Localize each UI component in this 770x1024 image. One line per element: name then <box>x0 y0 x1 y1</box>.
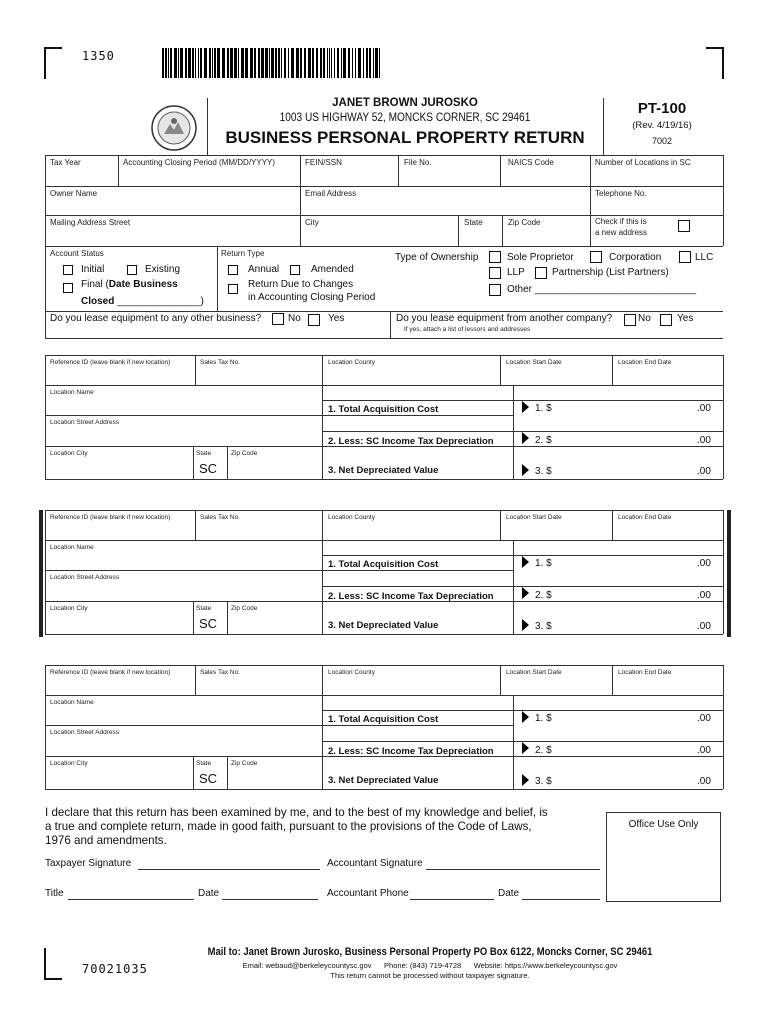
ref-id-field[interactable]: Reference ID (leave blank if new location) <box>50 359 171 366</box>
lease-to-yes-checkbox[interactable] <box>308 314 320 326</box>
barcode-bar <box>375 48 378 78</box>
barcode-bar <box>363 48 364 78</box>
barcode-bar <box>379 48 380 78</box>
barcode-bar <box>366 48 368 78</box>
tax-year-field[interactable]: Tax Year <box>50 158 81 167</box>
location-state-label: State <box>196 450 212 457</box>
changes-label-1: Return Due to Changes <box>248 279 354 290</box>
accountant-signature-line[interactable] <box>426 869 600 870</box>
llc-checkbox[interactable] <box>679 251 691 263</box>
line3-cents: .00 <box>697 466 711 477</box>
barcode <box>162 48 382 78</box>
llp-label: LLP <box>507 267 525 278</box>
line1-cents: .00 <box>697 403 711 414</box>
barcode-bar <box>195 48 196 78</box>
lease-to-no-label: No <box>288 313 301 324</box>
location-city-field[interactable]: Location City <box>50 760 88 767</box>
line3-cents: .00 <box>697 621 711 632</box>
barcode-bar <box>323 48 325 78</box>
barcode-bar <box>241 48 244 78</box>
barcode-bar <box>178 48 179 78</box>
county-official: JANET BROWN JUROSKO <box>332 97 478 109</box>
new-address-label-2: a new address <box>595 228 648 237</box>
footer-email: Email: webaud@berkeleycountysc.gov <box>242 961 372 970</box>
location-start-field[interactable]: Location Start Date <box>506 359 562 366</box>
fein-field[interactable]: FEIN/SSN <box>305 158 342 167</box>
new-address-checkbox[interactable] <box>678 220 690 232</box>
barcode-bar <box>222 48 225 78</box>
corporation-label: Corporation <box>609 252 662 263</box>
amended-label: Amended <box>311 264 354 275</box>
barcode-bar <box>185 48 187 78</box>
final-label: Final (Date Business <box>81 279 178 290</box>
arrow-icon <box>522 774 529 786</box>
annual-label: Annual <box>248 264 280 275</box>
title-line[interactable] <box>68 899 194 900</box>
location-end-field[interactable]: Location End Date <box>618 669 672 676</box>
lease-to-question: Do you lease equipment to any other business? <box>50 313 262 324</box>
existing-checkbox[interactable] <box>127 265 137 275</box>
barcode-bar <box>316 48 318 78</box>
barcode-bar <box>355 48 356 78</box>
barcode-bar <box>312 48 314 78</box>
form-title: BUSINESS PERSONAL PROPERTY RETURN <box>225 128 585 147</box>
barcode-bar <box>212 48 213 78</box>
location-name-field[interactable]: Location Name <box>50 699 94 706</box>
arrow-icon <box>522 401 529 413</box>
barcode-bar <box>304 48 306 78</box>
line1-amount-input[interactable]: 1. $ <box>535 558 552 569</box>
footer-note: This return cannot be processed without taxpayer signature. <box>330 971 530 980</box>
location-zip-field[interactable]: Zip Code <box>231 760 258 767</box>
barcode-bar <box>373 48 374 78</box>
accounting-closing-field[interactable]: Accounting Closing Period (MM/DD/YYYY) <box>123 158 276 167</box>
barcode-bar <box>204 48 207 78</box>
location-end-field[interactable]: Location End Date <box>618 514 672 521</box>
account-status-label: Account Status <box>50 249 104 258</box>
taxpayer-signature-line[interactable] <box>138 869 320 870</box>
county-seal <box>150 104 198 152</box>
footer-contact <box>190 961 670 970</box>
barcode-bar <box>369 48 371 78</box>
line3-label: 3. Net Depreciated Value <box>328 775 439 786</box>
form-code: 7002 <box>651 136 673 146</box>
barcode-bar <box>234 48 237 78</box>
barcode-bar <box>348 48 350 78</box>
line2-amount-input[interactable]: 2. $ <box>535 745 552 756</box>
corner-mark-top-left <box>44 47 62 79</box>
date-line[interactable] <box>222 899 318 900</box>
annual-checkbox[interactable] <box>228 265 238 275</box>
zip-field[interactable]: Zip Code <box>508 218 541 227</box>
location-name-field[interactable]: Location Name <box>50 544 94 551</box>
corner-code: 1350 <box>82 49 115 63</box>
accountant-signature-label: Accountant Signature <box>327 858 423 869</box>
other-label: Other _____________________________ <box>507 284 697 295</box>
line3-label: 3. Net Depreciated Value <box>328 620 439 631</box>
barcode-bar <box>337 48 339 78</box>
lease-from-note: If yes, attach a list of lessors and addresses <box>404 326 531 333</box>
barcode-bar <box>343 48 346 78</box>
location-zip-field[interactable]: Zip Code <box>231 605 258 612</box>
office-use-label: Office Use Only <box>628 819 699 830</box>
barcode-bar <box>238 48 239 78</box>
line3-amount-input[interactable]: 3. $ <box>535 776 552 787</box>
barcode-bar <box>250 48 253 78</box>
barcode-bar <box>227 48 229 78</box>
barcode-bar <box>200 48 202 78</box>
accountant-phone-label: Accountant Phone <box>327 888 409 899</box>
side-bar-left <box>39 510 43 637</box>
footer-website: Website: https://www.berkeleycountysc.gov <box>473 961 618 970</box>
line2-amount-input[interactable]: 2. $ <box>535 590 552 601</box>
naics-field[interactable]: NAICS Code <box>508 158 554 167</box>
barcode-bar <box>331 48 332 78</box>
barcode-bar <box>352 48 353 78</box>
side-bar-right <box>727 510 731 637</box>
barcode-bar <box>269 48 270 78</box>
barcode-bar <box>275 48 277 78</box>
line3-amount-input[interactable]: 3. $ <box>535 621 552 632</box>
barcode-bar <box>168 48 169 78</box>
line3-cents: .00 <box>697 776 711 787</box>
footer-code: 70021035 <box>82 962 148 976</box>
location-county-field[interactable]: Location County <box>328 359 375 366</box>
sales-tax-field[interactable]: Sales Tax No. <box>200 359 240 366</box>
date-label: Date <box>198 888 220 899</box>
barcode-bar <box>230 48 233 78</box>
barcode-bar <box>265 48 268 78</box>
arrow-icon <box>522 432 529 444</box>
closed-label: Closed _______________) <box>81 296 204 307</box>
line3-amount-input[interactable]: 3. $ <box>535 466 552 477</box>
partnership-label: Partnership (List Partners) <box>552 267 669 278</box>
line1-cents: .00 <box>697 713 711 724</box>
date2-label: Date <box>498 888 520 899</box>
location-street-field[interactable]: Location Street Address <box>50 419 120 426</box>
owner-name-field[interactable]: Owner Name <box>50 189 98 198</box>
final-checkbox[interactable] <box>63 283 73 293</box>
barcode-bar <box>288 48 289 78</box>
barcode-bar <box>320 48 322 78</box>
arrow-icon <box>522 464 529 476</box>
changes-label-2: in Accounting Closing Period <box>248 292 376 303</box>
location-state-label: State <box>196 605 212 612</box>
new-address-label-1: Check if this is <box>595 217 647 226</box>
barcode-bar <box>180 48 183 78</box>
county-address: 1003 US HIGHWAY 52, MONCKS CORNER, SC 29461 <box>279 112 531 124</box>
barcode-bar <box>284 48 286 78</box>
barcode-bar <box>192 48 194 78</box>
corporation-checkbox[interactable] <box>590 251 602 263</box>
barcode-bar <box>341 48 342 78</box>
arrow-icon <box>522 711 529 723</box>
line2-cents: .00 <box>697 435 711 446</box>
line2-cents: .00 <box>697 590 711 601</box>
location-street-field[interactable]: Location Street Address <box>50 729 120 736</box>
line2-label: 2. Less: SC Income Tax Depreciation <box>328 591 494 602</box>
barcode-bar <box>188 48 191 78</box>
declaration-line-1: I declare that this return has been examined by me, and to the best of my knowledge and belief, is <box>45 806 548 819</box>
barcode-bar <box>329 48 330 78</box>
lease-from-yes-label: Yes <box>677 313 694 324</box>
line1-label: 1. Total Acquisition Cost <box>328 559 439 570</box>
corner-mark-top-right <box>706 47 724 79</box>
initial-checkbox[interactable] <box>63 265 73 275</box>
declaration-line-3: 1976 and amendments. <box>45 834 167 847</box>
taxpayer-signature-label: Taxpayer Signature <box>45 858 132 869</box>
date2-line[interactable] <box>522 899 600 900</box>
lease-from-no-label: No <box>638 313 651 324</box>
barcode-bar <box>358 48 361 78</box>
barcode-bar <box>308 48 311 78</box>
location-state-value: SC <box>199 771 218 786</box>
footer-phone: Phone: (843) 719-4728 <box>384 961 462 970</box>
other-checkbox[interactable] <box>489 284 501 296</box>
barcode-bar <box>278 48 280 78</box>
lease-to-yes-label: Yes <box>328 313 345 324</box>
ref-id-field[interactable]: Reference ID (leave blank if new location) <box>50 514 171 521</box>
barcode-bar <box>214 48 216 78</box>
declaration-line-2: a true and complete return, made in good faith, pursuant to the provisions of the Code of Laws, <box>45 820 532 833</box>
barcode-bar <box>300 48 302 78</box>
location-start-field[interactable]: Location Start Date <box>506 514 562 521</box>
arrow-icon <box>522 742 529 754</box>
barcode-bar <box>209 48 211 78</box>
arrow-icon <box>522 587 529 599</box>
location-city-field[interactable]: Location City <box>50 605 88 612</box>
sales-tax-field[interactable]: Sales Tax No. <box>200 669 240 676</box>
initial-label: Initial <box>81 264 105 275</box>
location-county-field[interactable]: Location County <box>328 669 375 676</box>
lease-from-yes-checkbox[interactable] <box>660 314 672 326</box>
partnership-checkbox[interactable] <box>535 267 547 279</box>
arrow-icon <box>522 556 529 568</box>
barcode-bar <box>291 48 294 78</box>
lease-from-no-checkbox[interactable] <box>624 314 636 326</box>
ownership-label: Type of Ownership <box>395 252 479 263</box>
location-state-value: SC <box>199 461 218 476</box>
location-county-field[interactable]: Location County <box>328 514 375 521</box>
form-number: PT-100 <box>637 100 687 117</box>
sole-proprietor-label: Sole Proprietor <box>507 252 574 263</box>
sole-proprietor-checkbox[interactable] <box>489 251 501 263</box>
arrow-icon <box>522 619 529 631</box>
location-zip-field[interactable]: Zip Code <box>231 450 258 457</box>
line2-label: 2. Less: SC Income Tax Depreciation <box>328 436 494 447</box>
barcode-bar <box>334 48 335 78</box>
barcode-bar <box>254 48 256 78</box>
return-type-label: Return Type <box>221 249 265 258</box>
location-state-label: State <box>196 760 212 767</box>
location-end-field[interactable]: Location End Date <box>618 359 672 366</box>
location-city-field[interactable]: Location City <box>50 450 88 457</box>
state-field[interactable]: State <box>464 218 483 227</box>
lease-to-no-checkbox[interactable] <box>272 313 284 325</box>
line3-label: 3. Net Depreciated Value <box>328 465 439 476</box>
barcode-bar <box>170 48 172 78</box>
barcode-bar <box>271 48 274 78</box>
barcode-bar <box>162 48 164 78</box>
line2-cents: .00 <box>697 745 711 756</box>
llp-checkbox[interactable] <box>489 267 501 279</box>
barcode-bar <box>296 48 299 78</box>
location-start-field[interactable]: Location Start Date <box>506 669 562 676</box>
title-label: Title <box>45 888 64 899</box>
line2-amount-input[interactable]: 2. $ <box>535 435 552 446</box>
accountant-phone-line[interactable] <box>410 899 494 900</box>
barcode-bar <box>165 48 167 78</box>
barcode-bar <box>217 48 220 78</box>
existing-label: Existing <box>145 264 181 275</box>
line2-label: 2. Less: SC Income Tax Depreciation <box>328 746 494 757</box>
line1-label: 1. Total Acquisition Cost <box>328 714 439 725</box>
location-street-field[interactable]: Location Street Address <box>50 574 120 581</box>
barcode-bar <box>281 48 282 78</box>
file-no-field[interactable]: File No. <box>404 158 432 167</box>
line1-amount-input[interactable]: 1. $ <box>535 713 552 724</box>
telephone-field[interactable]: Telephone No. <box>595 189 647 198</box>
line1-label: 1. Total Acquisition Cost <box>328 404 439 415</box>
mail-to: Mail to: Janet Brown Jurosko, Business Personal Property PO Box 6122, Moncks Corner, SC 29461 <box>207 946 653 958</box>
lease-from-question: Do you lease equipment from another company? <box>396 313 613 324</box>
location-state-value: SC <box>199 616 218 631</box>
form-revision: (Rev. 4/19/16) <box>632 120 692 131</box>
city-field[interactable]: City <box>305 218 319 227</box>
sales-tax-field[interactable]: Sales Tax No. <box>200 514 240 521</box>
changes-checkbox[interactable] <box>228 284 238 294</box>
ref-id-field[interactable]: Reference ID (leave blank if new location) <box>50 669 171 676</box>
line1-cents: .00 <box>697 558 711 569</box>
barcode-bar <box>198 48 199 78</box>
corner-mark-bottom-left <box>44 948 62 980</box>
barcode-bar <box>258 48 260 78</box>
amended-checkbox[interactable] <box>290 265 300 275</box>
email-field[interactable]: Email Address <box>305 189 357 198</box>
barcode-bar <box>174 48 177 78</box>
llc-label: LLC <box>695 252 714 263</box>
barcode-bar <box>245 48 248 78</box>
num-locations-field[interactable]: Number of Locations in SC <box>595 158 691 167</box>
location-name-field[interactable]: Location Name <box>50 389 94 396</box>
barcode-bar <box>261 48 264 78</box>
mailing-address-field[interactable]: Mailing Address Street <box>50 218 131 227</box>
line1-amount-input[interactable]: 1. $ <box>535 403 552 414</box>
barcode-bar <box>327 48 328 78</box>
